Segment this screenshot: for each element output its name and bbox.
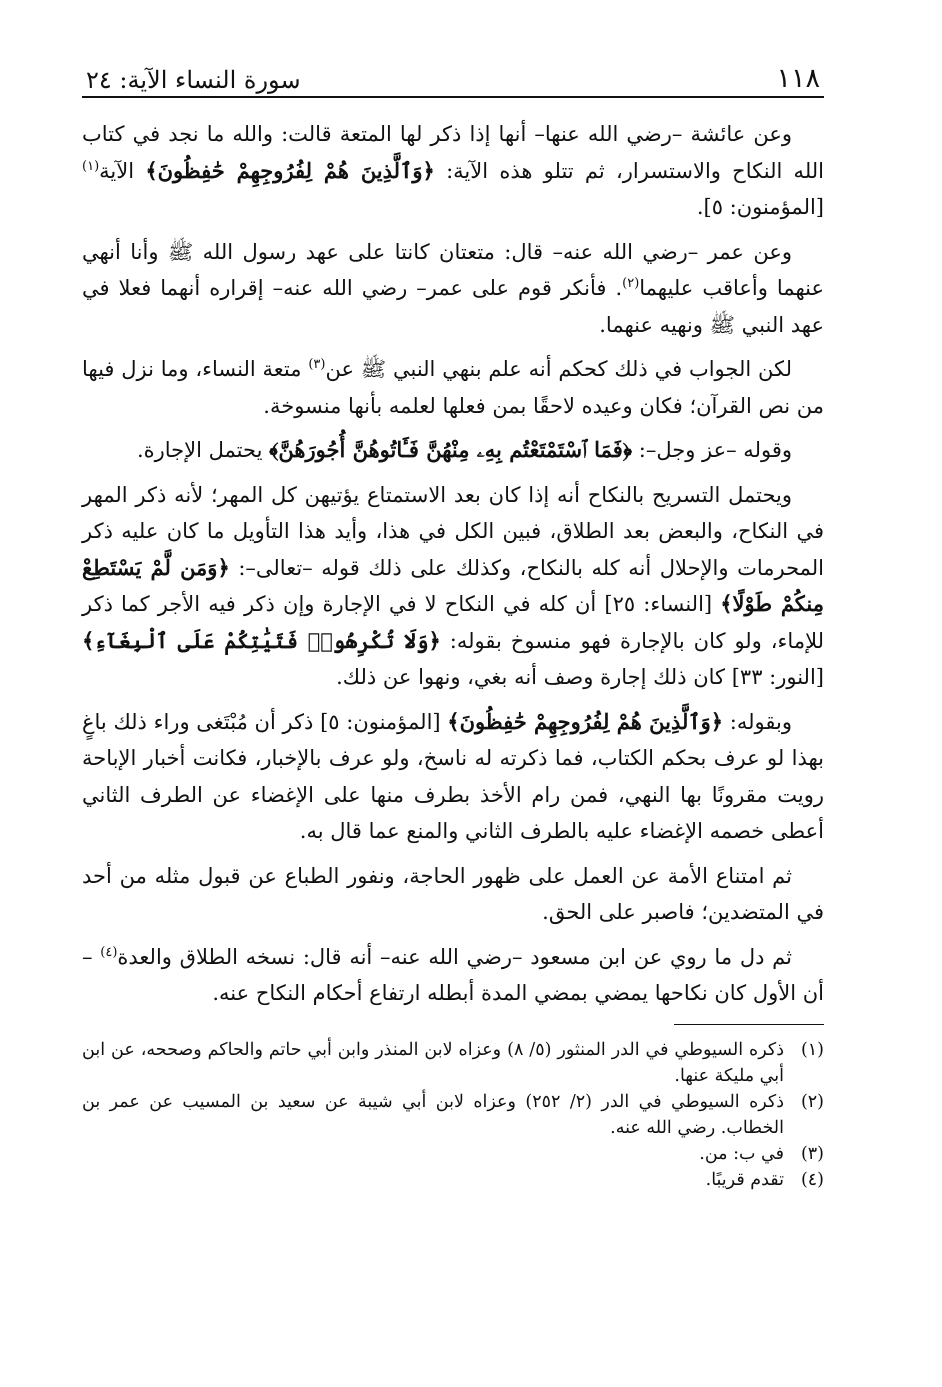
text-run: وبقوله:: [723, 709, 793, 734]
text-run: يحتمل الإجارة.: [136, 438, 270, 462]
footnote-text: ذكره السيوطي في الدر (٢/ ٢٥٢) وعزاه لابن أبي شيبة عن سعيد بن المسيب عن عمر بن الخطاب. رضي الله عنه.: [82, 1091, 785, 1138]
footnote-ref: (١): [82, 158, 100, 174]
paragraph: [82, 939, 824, 1012]
quran-quote: ﴿وَٱلَّذِينَ هُمْ لِفُرُوجِهِمْ حَٰفِظُونَ﴾: [145, 157, 435, 183]
footnote-number: (٤): [800, 1169, 824, 1190]
quran-quote: ﴿وَلَا تُكْرِهُوا۟ فَتَيَٰتِكُمْ عَلَى ٱلْبِغَآءِ﴾: [82, 627, 441, 653]
text-run: ثم امتناع الأمة عن العمل على ظهور الحاجة، ونفور الطباع عن قبول مثله من أحد في المتضدين؛ فاصبر على الحق.: [82, 863, 824, 924]
footnote-number: (١): [800, 1039, 824, 1060]
text-run: [المؤمنون: ٥] ذكر أن مُبْتَغى وراء ذلك باغٍ بهذا لو عرف بحكم الكتاب، فما ذكرته له ناسخ، ولو عرف بالإخبار، فكانت أخبار الإباحة رويت مقرونًا بها النهي، فمن رام الأخذ بطرف منها على الإغضاء عن الطرف الثاني أعطى خصمه الإغضاء عليه بالطرف الثاني والمنع عما قال به.: [82, 709, 824, 843]
text-run: وعن عائشة –رضي الله عنها– أنها إذا ذكر لها المتعة قالت: والله ما نجد في كتاب الله النكاح والاستسرار، ثم تتلو هذه الآية:: [82, 122, 824, 183]
quran-quote: ﴿وَٱلَّذِينَ هُمْ لِفُرُوجِهِمْ حَٰفِظُونَ﴾: [447, 708, 724, 734]
text-run: متعة النساء، وما نزل فيها من نص القرآن؛ فكان وعيده لاحقًا بمن فعلها لعلمه بأنها منسوخة.: [82, 357, 824, 418]
text-run: [النساء: ٢٥] أن كله في النكاح لا في الإجارة وإن ذكر فيه الأجر كما ذكر للإماء، ولو كان بالإجارة فهو منسوخ بقوله:: [82, 592, 825, 653]
footnotes: [82, 1037, 824, 1193]
footnote: [82, 1167, 824, 1193]
page-number: ١١٨: [776, 63, 820, 94]
footnote: [82, 1141, 824, 1167]
footnote-text: ذكره السيوطي في الدر المنثور (٥/ ٨) وعزاه لابن المنذر وابن أبي حاتم والحاكم وصححه، عن ابن أبي مليكة عنها.: [82, 1039, 784, 1086]
paragraph: [82, 704, 824, 850]
text-run: [النور: ٣٣] كان ذلك إجارة وصف أنه بغي، ونهوا عن ذلك.: [336, 665, 824, 689]
footnote-number: (٢): [800, 1091, 824, 1112]
quran-quote: ﴿فَمَا ٱسْتَمْتَعْتُم بِهِۦ مِنْهُنَّ فَـَٔاتُوهُنَّ أُجُورَهُنَّ﴾: [269, 437, 633, 462]
text-run: الآية: [99, 158, 146, 183]
footnote-text: في ب: من.: [699, 1143, 784, 1164]
footnote-separator: [674, 1024, 824, 1025]
footnote-number: (٣): [800, 1143, 824, 1164]
main-text: [82, 116, 824, 1012]
paragraph: [82, 432, 824, 469]
text-run: . فأنكر قوم على عمر– رضي الله عنه– إقراره أنهما فعلا في عهد النبي ﷺ ونهيه عنهما.: [82, 276, 824, 337]
paragraph: [82, 234, 824, 344]
text-run: [المؤمنون: ٥].: [696, 195, 824, 219]
footnote: [82, 1037, 824, 1089]
text-run: لكن الجواب في ذلك كحكم أنه علم بنهي النبي ﷺ عن: [325, 357, 792, 381]
footnote-text: تقدم قريبًا.: [705, 1169, 784, 1190]
text-run: ثم دل ما روي عن ابن مسعود –رضي الله عنه– أنه قال: نسخه الطلاق والعدة: [117, 944, 792, 969]
footnote: [82, 1089, 824, 1141]
paragraph: [82, 858, 824, 931]
footnote-ref: (٢): [622, 276, 640, 291]
running-title: سورة النساء الآية: ٢٤: [86, 66, 301, 94]
text-run: وقوله –عز وجل–:: [632, 438, 792, 462]
text-run: ويحتمل التسريح بالنكاح أنه إذا كان بعد الاستمتاع يؤتيهن كل المهر؛ لأنه ذكر المهر في النكاح، والبعض بعد الطلاق، فبين الكل في هذا، وأيد هذا التأويل ما كان عليه ذكر المحرمات والإحلال أنه كله بالنكاح، وكذلك على ذلك قوله –تعالى–:: [82, 482, 825, 580]
footnote-ref: (٣): [308, 357, 326, 372]
text-run: – أن الأول كان نكاحها يمضي بمضي المدة أبطله ارتفاع أحكام النكاح عنه.: [82, 944, 824, 1005]
paragraph: [82, 351, 824, 424]
text-run: وعن عمر –رضي الله عنه– قال: متعتان كانتا على عهد رسول الله ﷺ وأنا أنهي عنهما وأعاقب عليهما: [82, 239, 824, 300]
book-page: [82, 52, 824, 1193]
footnote-ref: (٤): [100, 944, 118, 960]
quran-quote: ﴿وَمَن لَّمْ يَسْتَطِعْ مِنكُمْ طَوْلًا﴾: [82, 554, 824, 616]
paragraph: [82, 477, 824, 696]
paragraph: [82, 116, 824, 226]
page-header: [82, 52, 824, 98]
